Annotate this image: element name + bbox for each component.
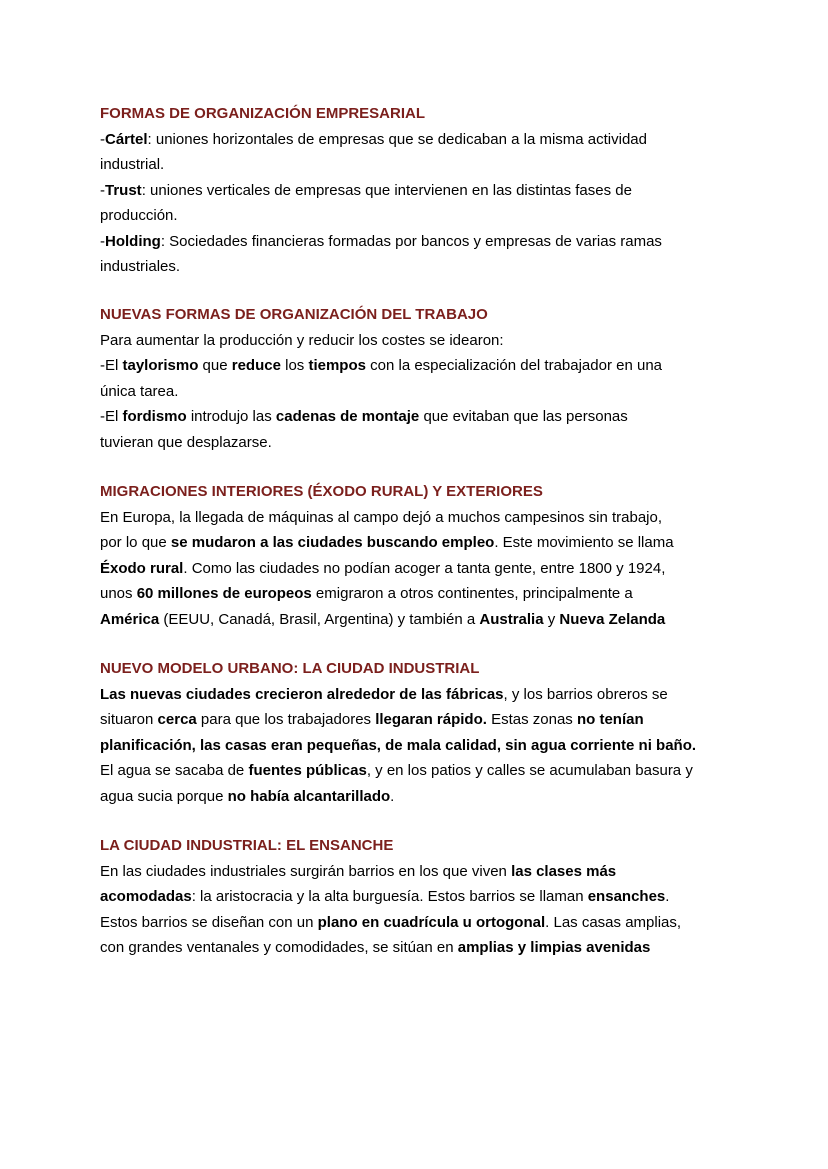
text-line: planificación, las casas eran pequeñas, de mala calidad, sin agua corriente ni baño. [100,736,697,754]
section-heading: FORMAS DE ORGANIZACIÓN EMPRESARIAL [100,105,426,122]
text-line: -Holding: Sociedades financieras formadas por bancos y empresas de varias ramas [100,232,662,250]
text-line: agua sucia porque no había alcantarillado. [100,787,395,805]
section-ensanche [100,833,740,961]
text-line: -El taylorismo que reduce los tiempos con la especialización del trabajador en una [100,357,662,374]
section-migraciones [100,479,740,632]
text-line: Para aumentar la producción y reducir los costes se idearon: [100,331,504,349]
text-line: América (EEUU, Canadá, Brasil, Argentina) y también a Australia y Nueva Zelanda [100,610,666,628]
section-heading: NUEVAS FORMAS DE ORGANIZACIÓN DEL TRABAJO [100,306,488,323]
section-ciudad-industrial [100,656,740,809]
section-nuevas-formas-trabajo [100,302,740,455]
text-line: Estos barrios se diseñan con un plano en cuadrícula u ortogonal. Las casas amplias, [100,913,682,931]
text-line: El agua se sacaba de fuentes públicas, y en los patios y calles se acumulaban basura y [100,762,693,779]
section-formas-organizacion-empresarial [100,101,740,280]
text-line: producción. [100,207,178,224]
text-line: unos 60 millones de europeos emigraron a otros continentes, principalmente a [100,585,633,602]
text-line: -Cártel: uniones horizontales de empresas que se dedicaban a la misma actividad [100,130,647,148]
text-line: tuvieran que desplazarse. [100,433,272,451]
text-line: industrial. [100,156,165,173]
text-line: -Trust: uniones verticales de empresas que intervienen en las distintas fases de [100,181,632,199]
text-line: única tarea. [100,382,179,400]
text-line: Las nuevas ciudades crecieron alrededor de las fábricas, y los barrios obreros se [100,685,668,703]
text-line: En las ciudades industriales surgirán barrios en los que viven las clases más [100,862,617,880]
section-heading: NUEVO MODELO URBANO: LA CIUDAD INDUSTRIAL [100,660,480,677]
text-line: con grandes ventanales y comodidades, se sitúan en amplias y limpias avenidas [100,939,651,956]
section-heading: MIGRACIONES INTERIORES (ÉXODO RURAL) Y EXTERIORES [100,483,543,500]
text-line: situaron cerca para que los trabajadores llegaran rápido. Estas zonas no tenían [100,711,644,728]
text-line: por lo que se mudaron a las ciudades buscando empleo. Este movimiento se llama [100,534,674,551]
text-line: En Europa, la llegada de máquinas al campo dejó a muchos campesinos sin trabajo, [100,508,663,526]
text-line: industriales. [100,258,181,275]
text-line: -El fordismo introdujo las cadenas de montaje que evitaban que las personas [100,408,628,425]
section-heading: LA CIUDAD INDUSTRIAL: EL ENSANCHE [100,837,394,854]
text-line: acomodadas: la aristocracia y la alta burguesía. Estos barrios se llaman ensanches. [100,888,670,905]
text-line: Éxodo rural. Como las ciudades no podían acoger a tanta gente, entre 1800 y 1924, [100,559,666,577]
